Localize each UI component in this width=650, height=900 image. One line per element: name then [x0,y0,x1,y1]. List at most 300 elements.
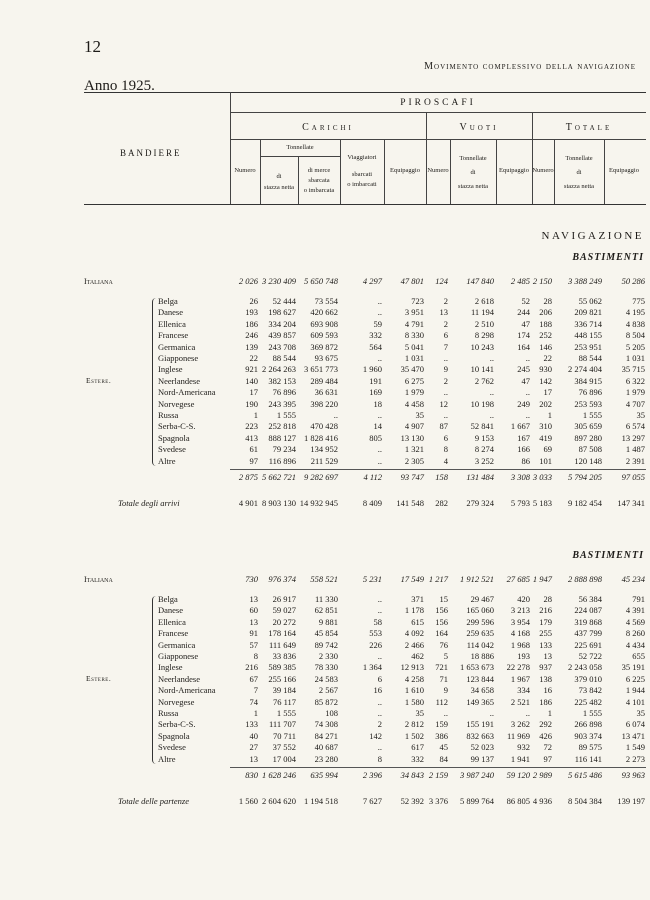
table-cell: 1 968 [510,639,530,650]
row-label: Inglese [158,364,183,375]
table-cell: 36 631 [314,387,338,398]
table-cell: 76 896 [578,387,602,398]
table-cell: 33 836 [272,651,296,661]
table-cell: 336 714 [574,318,602,329]
estere-label: Estere. [86,674,112,683]
table-cell: 17 [249,387,258,398]
brace-mark [152,596,158,764]
table-cell: 5 793 [510,497,530,508]
table-cell: 193 [517,651,530,661]
table-cell: 6 574 [625,421,645,432]
table-cell: 79 234 [272,444,296,455]
table-row [0,276,650,287]
table-cell: 87 [439,421,448,432]
row-label: Danese [158,307,184,318]
header-divider [260,156,340,157]
table-cell: 11 330 [314,594,338,604]
table-cell: 3 651 773 [304,364,338,375]
table-cell: .. [525,387,530,398]
table-cell: 2 159 [428,769,448,780]
table-cell: 17 [543,387,552,398]
table-cell: 23 280 [314,753,338,764]
estere-label: Estere. [86,376,112,385]
table-cell: 4 195 [625,307,645,318]
table-cell: 71 [439,673,448,684]
table-cell: 97 [249,455,258,466]
table-cell: .. [489,708,494,718]
table-cell: 165 060 [466,605,494,616]
table-cell: 8 330 [404,330,424,341]
table-row [0,307,650,318]
table-cell: 211 529 [310,455,338,466]
table-cell: 22 [543,353,552,363]
table-cell: .. [443,353,448,363]
table-cell: 319 868 [574,616,602,627]
subtotal-rule [230,767,646,768]
table-cell: 34 843 [400,769,424,780]
row-label: Inglese [158,662,183,673]
table-cell: 14 [373,421,382,432]
table-cell: .. [377,455,382,466]
table-cell: 85 872 [314,696,338,707]
table-cell: 8 903 130 [262,497,296,508]
table-row [0,731,650,742]
table-cell: 124 [435,276,448,286]
table-cell: 35 [636,708,645,718]
table-cell: 7 627 [362,795,382,806]
row-label: Neerlandese [158,673,201,684]
table-cell: 191 [369,375,382,386]
table-cell: 178 164 [268,628,296,639]
table-cell: 1 549 [625,742,645,753]
table-cell: 14 932 945 [299,497,338,508]
table-cell: 8 504 [625,330,645,341]
col-di: di [276,173,282,180]
table-row [0,685,650,696]
table-cell: 299 596 [466,616,494,627]
table-cell: 27 685 [506,574,530,584]
table-cell: 1 555 [582,410,602,420]
table-cell: 13 [249,753,258,764]
table-cell: 35 [636,410,645,420]
table-cell: 123 844 [466,673,494,684]
table-cell: 655 [632,651,645,661]
table-cell: 40 [249,730,258,741]
table-cell: 39 184 [272,685,296,696]
table-cell: 69 [543,444,552,455]
table-cell: 3 388 249 [568,276,602,286]
table-cell: 88 544 [578,353,602,363]
table-cell: 56 384 [578,594,602,604]
table-cell: 47 [521,375,530,386]
table-cell: 18 886 [470,651,494,661]
table-cell: 9 881 [318,616,338,627]
table-cell: 89 742 [314,639,338,650]
table-cell: 142 [539,375,552,386]
col-equipaggio: Equipaggio [390,167,420,174]
row-label: Belga [158,594,178,604]
row-label: Russa [158,708,179,718]
table-cell: 59 120 [506,769,530,780]
row-label: Svedese [158,444,186,455]
table-cell: 1 653 673 [460,662,494,673]
table-cell: .. [377,594,382,604]
table-cell: 147 341 [617,497,645,508]
table-cell: 334 204 [268,318,296,329]
table-cell: 6 [377,673,382,684]
table-cell: 7 [253,685,258,696]
table-cell: 386 [435,730,448,741]
table-cell: 5 041 [404,341,424,352]
table-cell: 86 805 [506,795,530,806]
table-cell: 252 [539,330,552,341]
table-cell: 8 [443,444,448,455]
table-cell: 2 989 [532,769,552,780]
table-cell: 589 385 [268,662,296,673]
col-tonnellate: Tonnellate [565,155,593,162]
table-cell: 26 917 [272,594,296,604]
table-cell: 12 913 [400,662,424,673]
table-cell: 134 952 [310,444,338,455]
table-cell: 419 [539,432,552,443]
table-cell: 379 010 [574,673,602,684]
table-cell: 3 252 [474,455,494,466]
col-numero: Numero [532,167,554,174]
table-row [0,605,650,616]
table-cell: 244 [517,307,530,318]
table-cell: 29 467 [470,594,494,604]
brace-mark [152,298,158,466]
table-cell: 190 [245,398,258,409]
table-cell: 2 812 [404,719,424,730]
table-cell: 1 [547,410,552,420]
table-row [0,296,650,307]
table-cell: 245 [517,364,530,375]
table-cell: 156 [435,605,448,616]
col-di-merce: di merce [307,167,331,174]
table-cell: 243 708 [268,341,296,352]
total-row [0,796,650,807]
table-cell: 2 396 [362,769,382,780]
row-label: Francese [158,628,189,639]
table-cell: 617 [411,742,424,753]
table-cell: .. [377,605,382,616]
table-cell: 209 821 [574,307,602,318]
table-cell: 4 707 [625,398,645,409]
table-cell: 101 [539,455,552,466]
table-cell: 1 217 [428,574,448,584]
table-cell: 5 615 486 [568,769,602,780]
table-cell: 35 715 [621,364,645,375]
col-o-imbarcati: o imbarcati [347,181,377,188]
row-label: Neerlandese [158,375,201,386]
row-label: Nord-Americana [158,685,216,696]
table-cell: 18 [373,398,382,409]
table-cell: 2 485 [510,276,530,286]
table-cell: 179 [539,616,552,627]
table-cell: 3 230 409 [262,276,296,286]
table-cell: 35 [415,410,424,420]
table-cell: 93 675 [314,353,338,363]
table-cell: 28 [543,594,552,604]
table-cell: 131 484 [466,471,494,482]
table-cell: 609 593 [310,330,338,341]
table-cell: 5 231 [362,574,382,584]
table-cell: 10 243 [470,341,494,352]
row-label: Italiana [84,575,113,584]
table-cell: 164 [435,628,448,639]
table-cell: 26 [249,296,258,306]
table-row [0,651,650,662]
table-cell: 1 [547,708,552,718]
table-cell: 52 023 [470,742,494,753]
table-cell: 139 [245,341,258,352]
subtotal-row [0,770,650,781]
table-cell: 282 [435,497,448,508]
table-cell: 9 282 697 [304,471,338,482]
table-cell: 22 278 [506,662,530,673]
table-cell: 413 [245,432,258,443]
totale-heading: Totale [565,122,613,133]
col-sbarcata: sbarcata [308,177,330,184]
table-cell: 279 324 [466,497,494,508]
table-row [0,342,650,353]
table-cell: 193 [245,307,258,318]
table-cell: 3 987 240 [460,769,494,780]
table-cell: 158 [435,471,448,482]
table-cell: 252 818 [268,421,296,432]
table-cell: .. [489,387,494,398]
table-row [0,697,650,708]
table-cell: 224 087 [574,605,602,616]
table-cell: 2 618 [474,296,494,306]
table-cell: 4 092 [404,628,424,639]
table-cell: 398 220 [310,398,338,409]
table-cell: 72 [543,742,552,753]
table-cell: 120 148 [574,455,602,466]
table-cell: 1 555 [276,410,296,420]
table-cell: 8 260 [625,628,645,639]
table-cell: 35 191 [621,662,645,673]
table-cell: 1 960 [362,364,382,375]
table-cell: 28 [543,296,552,306]
table-cell: 133 [539,639,552,650]
table-cell: 1 560 [238,795,258,806]
header-divider [230,92,231,204]
table-cell: .. [377,651,382,661]
table-cell: 9 [443,685,448,696]
table-cell: .. [377,410,382,420]
table-cell: .. [525,410,530,420]
table-cell: .. [525,353,530,363]
table-cell: 58 [373,616,382,627]
table-row [0,754,650,765]
table-cell: 52 [521,296,530,306]
table-cell: 16 [373,685,382,696]
table-cell: 156 [435,616,448,627]
table-cell: 146 [539,341,552,352]
table-cell: 9 153 [474,432,494,443]
table-cell: 5 899 764 [460,795,494,806]
table-cell: 91 [249,628,258,639]
col-sbarcati: sbarcati [351,171,373,178]
table-cell: 2 567 [318,685,338,696]
header-rule [84,204,646,205]
table-cell: 108 [325,708,338,718]
col-tonnellate: Tonnellate [459,155,487,162]
table-cell: 13 297 [621,432,645,443]
table-cell: 259 635 [466,628,494,639]
table-cell: 4 838 [625,318,645,329]
table-cell: 142 [369,730,382,741]
table-cell: 249 [517,398,530,409]
table-cell: 1 555 [582,708,602,718]
table-cell: 67 [249,673,258,684]
table-cell: 202 [539,398,552,409]
table-cell: 169 [369,387,382,398]
table-cell: 255 166 [268,673,296,684]
table-row [0,433,650,444]
table-cell: 937 [539,662,552,673]
table-row [0,708,650,719]
table-cell: .. [443,387,448,398]
table-row [0,719,650,730]
table-cell: 84 [439,753,448,764]
table-cell: 2 875 [238,471,258,482]
table-cell: 420 [517,594,530,604]
table-row [0,319,650,330]
table-cell: 382 153 [268,375,296,386]
table-cell: 243 395 [268,398,296,409]
table-cell: 73 554 [314,296,338,306]
table-cell: 6 322 [625,375,645,386]
table-row [0,594,650,605]
header-divider [426,112,427,204]
table-cell: 721 [435,662,448,673]
col-stazza-netta: stazza netta [457,183,489,190]
vuoti-heading: Vuoti [459,122,499,133]
table-cell: 1 667 [510,421,530,432]
table-cell: 93 963 [621,769,645,780]
table-cell: 88 544 [272,353,296,363]
table-cell: 55 062 [578,296,602,306]
col-tonnellate: Tonnellate [286,144,314,151]
table-cell: 59 027 [272,605,296,616]
table-cell: 24 583 [314,673,338,684]
table-cell: 8 298 [474,330,494,341]
table-cell: 226 [369,639,382,650]
section-subtitle: BASTIMENTI [572,550,644,561]
table-cell: 253 593 [574,398,602,409]
table-cell: 1 979 [404,387,424,398]
table-cell: 305 659 [574,421,602,432]
table-cell: 76 117 [272,696,296,707]
table-cell: 78 330 [314,662,338,673]
table-cell: 8 [377,753,382,764]
table-cell: 470 428 [310,421,338,432]
table-cell: 730 [245,574,258,584]
table-cell: 8 409 [362,497,382,508]
table-cell: 93 747 [400,471,424,482]
table-cell: 1 941 [510,753,530,764]
table-cell: 5 183 [532,497,552,508]
table-cell: 334 [517,685,530,696]
table-cell: .. [489,353,494,363]
table-cell: .. [525,708,530,718]
table-row [0,742,650,753]
table-cell: 292 [539,719,552,730]
table-cell: 2 243 058 [568,662,602,673]
table-cell: 37 552 [272,742,296,753]
table-cell: 2 274 404 [568,364,602,375]
table-cell: 76 [439,639,448,650]
table-cell: 45 [439,742,448,753]
table-cell: 73 842 [578,685,602,696]
table-cell: 420 662 [310,307,338,318]
header-rule [84,92,646,93]
table-cell: 832 663 [466,730,494,741]
table-cell: 17 549 [400,574,424,584]
table-cell: 1 979 [625,387,645,398]
table-cell: 553 [369,628,382,639]
row-label: Ellenica [158,318,186,329]
table-cell: 2 [443,296,448,306]
table-cell: 20 272 [272,616,296,627]
table-cell: 903 374 [574,730,602,741]
table-cell: 3 376 [428,795,448,806]
table-cell: 52 722 [578,651,602,661]
table-cell: 116 141 [574,753,602,764]
table-cell: 310 [539,421,552,432]
page-header-title: Movimento complessivo della navigazione [424,61,636,72]
table-cell: 22 [249,353,258,363]
table-cell: 2 264 263 [262,364,296,375]
table-cell: 6 [443,330,448,341]
subtotal-rule [230,469,646,470]
table-cell: 111 649 [269,639,296,650]
table-cell: 246 [245,330,258,341]
table-cell: 155 191 [466,719,494,730]
table-cell: 223 [245,421,258,432]
col-equipaggio: Equipaggio [499,167,529,174]
table-cell: 5 [443,651,448,661]
table-cell: 114 042 [466,639,494,650]
table-row [0,330,650,341]
table-cell: 1 944 [625,685,645,696]
table-cell: 10 141 [470,364,494,375]
table-cell: 2 510 [474,318,494,329]
table-row [0,410,650,421]
table-cell: 1 321 [404,444,424,455]
table-row [0,640,650,651]
table-cell: 1 487 [625,444,645,455]
table-cell: 930 [539,364,552,375]
table-cell: 70 711 [272,730,296,741]
table-cell: 116 896 [268,455,296,466]
table-cell: 2 026 [238,276,258,286]
table-cell: 3 213 [510,605,530,616]
table-cell: 12 [439,398,448,409]
row-label: Altre [158,455,176,466]
table-cell: 5 662 721 [262,471,296,482]
table-cell: 4 168 [510,628,530,639]
table-cell: 141 548 [396,497,424,508]
table-cell: 139 197 [617,795,645,806]
table-cell: 97 055 [621,471,645,482]
table-cell: 86 [521,455,530,466]
table-cell: 216 [539,605,552,616]
table-cell: 188 [539,318,552,329]
